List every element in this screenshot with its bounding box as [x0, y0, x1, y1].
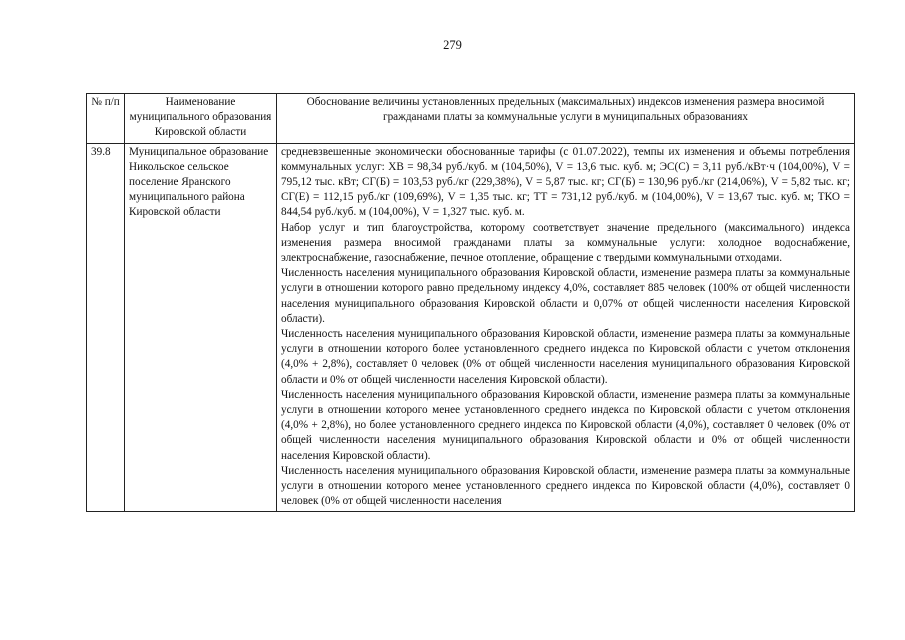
tariff-index-table: [86, 93, 855, 512]
table-header-row: [87, 94, 855, 144]
row-justification: [277, 143, 855, 512]
row-num: 39.8: [87, 143, 125, 512]
paragraph-population-between: Численность населения муниципального образования Кировской области, изменение размера платы за коммунальные услуги в отношении которого менее установленного среднего индекса по Кировской области с учетом отклонения (4,0% + 2,8%), но более установленного среднего индекса по Кировской области (4,0%), составляет 0 человек (0% от общей численности населения муниципального образования Кировской области и 0% от общей численности населения Кировской области).: [281, 388, 850, 462]
page-number: 279: [443, 38, 462, 52]
header-num: № п/п: [87, 94, 125, 144]
paragraph-population-equal: Численность населения муниципального образования Кировской области, изменение размера платы за коммунальные услуги в отношении которого равно предельному индексу 4,0%, составляет 885 человек (100% от общей численности населения муниципального образования Кировской области и 0,07% от общей численности населения Кировской области).: [281, 267, 850, 325]
table-row: [87, 143, 855, 512]
header-municipality-name: Наименование муниципального образования Кировской области: [125, 94, 277, 144]
paragraph-population-below: Численность населения муниципального образования Кировской области, изменение размера платы за коммунальные услуги в отношении которого менее установленного среднего индекса по Кировской области (4,0%), составляет 0 человек (0% от общей численности населения: [281, 464, 850, 508]
paragraph-tariffs: средневзвешенные экономически обоснованные тарифы (с 01.07.2022), темпы их изменения и объемы потребления коммунальных услуг: ХВ = 98,34 руб./куб. м (104,50%), V = 13,6 тыс. куб. м; ЭС(С) = 3,11 руб./кВт·ч (104,00%), V = 795,12 тыс. кВт; СГ(Б) = 103,53 руб./кг (229,38%), V = 5,87 тыс. кг; СГ(Б) = 130,96 руб./кг (214,06%), V = 5,82 тыс. кг; СГ(Е) = 112,15 руб./кг (109,69%), V = 1,35 тыс. кг; ТТ = 731,12 руб./куб. м (104,00%), V = 13,67 тыс. куб. м; ТКО = 844,54 руб./куб. м (104,00%), V = 1,327 тыс. куб. м.: [281, 145, 850, 219]
paragraph-population-above: Численность населения муниципального образования Кировской области, изменение размера платы за коммунальные услуги в отношении которого более установленного среднего индекса по Кировской области с учетом отклонения (4,0% + 2,8%), составляет 0 человек (0% от общей численности населения муниципального образования Кировской области и 0% от общей численности населения Кировской области).: [281, 328, 850, 386]
header-justification: Обоснование величины установленных предельных (максимальных) индексов изменения размера вносимой гражданами платы за коммунальные услуги в муниципальных образованиях: [277, 94, 855, 144]
paragraph-services-set: Набор услуг и тип благоустройства, которому соответствует значение предельного (максимального) индекса изменения размера вносимой гражданами платы за коммунальные услуги: холодное водоснабжение, электроснабжение, газоснабжение, печное отопление, обращение с твердыми коммунальными отходами.: [281, 221, 850, 265]
row-municipality-name: Муниципальное образование Никольское сельское поселение Яранского муниципального района Кировской области: [125, 143, 277, 512]
